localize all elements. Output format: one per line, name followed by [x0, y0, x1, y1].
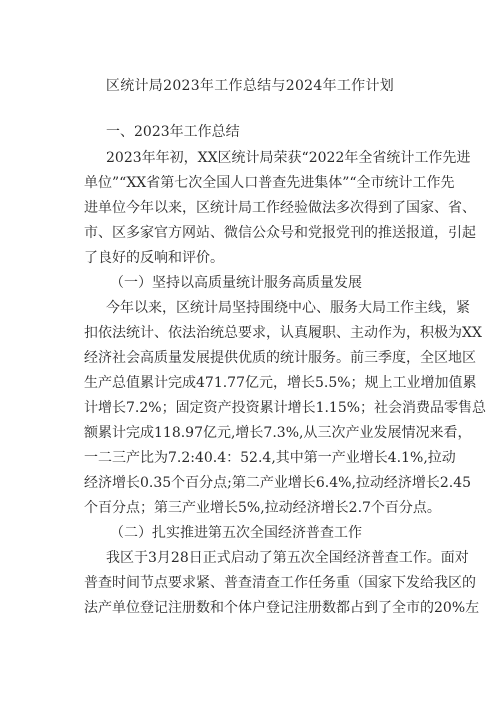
paragraph-line: 个百分点；第三产业增长5%,拉动经济增长2.7个百分点。	[84, 500, 441, 516]
paragraph-line: 市、区多家官方网站、微信公众号和党报党刊的推送报道，引起	[84, 225, 476, 241]
subsection-heading-2: （二）扎实推进第五次全国经济普查工作	[110, 525, 362, 541]
section-heading-summary: 一、2023年工作总结	[106, 124, 240, 140]
paragraph-line: 了良好的反响和评价。	[84, 250, 224, 266]
paragraph-line: 普查时间节点要求紧、普查清查工作任务重（国家下发给我区的	[84, 575, 476, 591]
paragraph-line: 经济增长0.35个百分点;第二产业增长6.4%,拉动经济增长2.45	[84, 475, 472, 491]
subsection-heading-1: （一）坚持以高质量统计服务高质量发展	[110, 275, 362, 291]
paragraph-line: 2023年年初，XX区统计局荣获“2022年全省统计工作先进	[106, 150, 471, 166]
paragraph-line: 单位”“XX省第七次全国人口普查先进集体”“全市统计工作先	[84, 175, 455, 191]
paragraph-line: 经济社会高质量发展提供优质的统计服务。前三季度，全区地区	[84, 350, 476, 366]
document-title: 区统计局2023年工作总结与2024年工作计划	[105, 78, 395, 94]
paragraph-line: 生产总值累计完成471.77亿元，增长5.5%；规上工业增加值累	[84, 375, 477, 391]
paragraph-line: 一二三产比为7.2:40.4：52.4,其中第一产业增长4.1%,拉动	[84, 450, 456, 466]
paragraph-line: 今年以来，区统计局坚持围绕中心、服务大局工作主线，紧	[106, 300, 470, 316]
paragraph-line: 计增长7.2%；固定资产投资累计增长1.15%；社会消费品零售总	[84, 400, 487, 416]
paragraph-line: 法产单位登记注册数和个体户登记注册数都占到了全市的20%左	[84, 600, 480, 616]
paragraph-line: 进单位今年以来，区统计局工作经验做法多次得到了国家、省、	[84, 200, 476, 216]
paragraph-line: 我区于3月28日正式启动了第五次全国经济普查工作。面对	[106, 550, 469, 566]
paragraph-line: 额累计完成118.97亿元,增长7.3%,从三次产业发展情况来看，	[84, 425, 472, 441]
paragraph-line: 扣依法统计、依法治统总要求，认真履职、主动作为，积极为XX	[84, 325, 482, 341]
